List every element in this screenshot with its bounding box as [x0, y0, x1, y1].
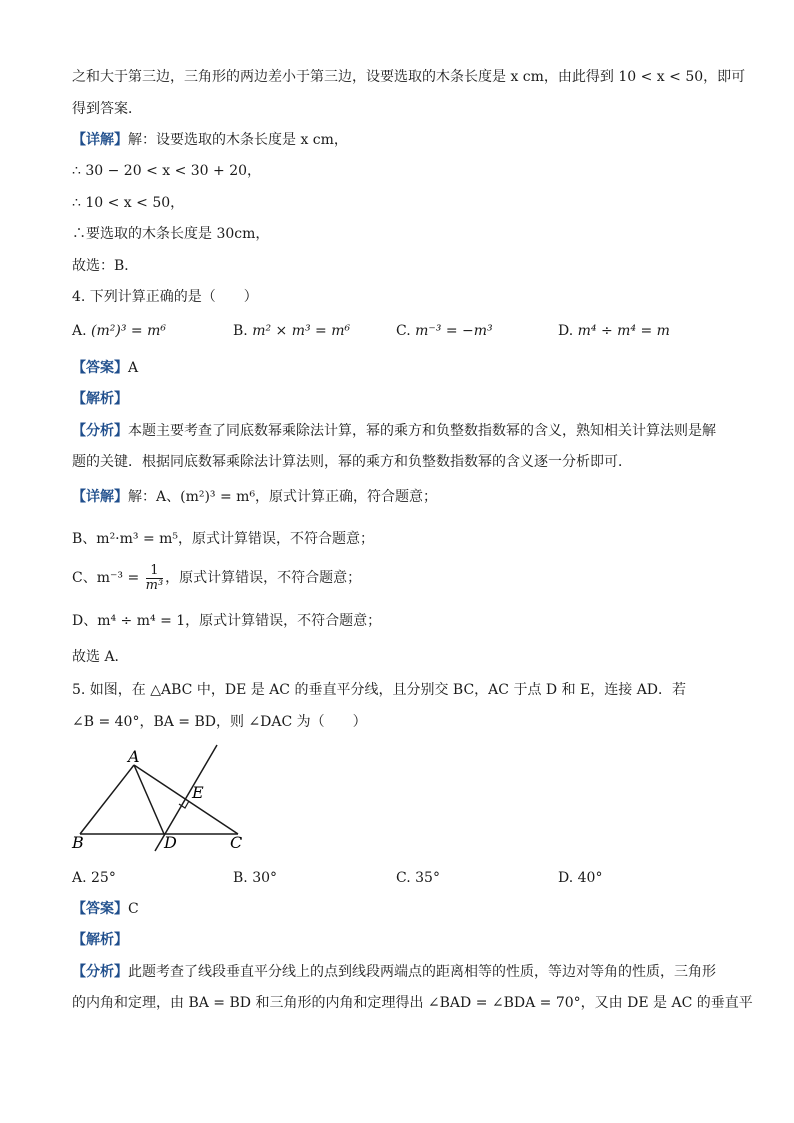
detail-label: 【详解】	[72, 132, 128, 148]
analysis-continued-line-2: 得到答案．	[72, 101, 142, 117]
q5-fenxi-line-2: 的内角和定理，由 BA = BD 和三角形的内角和定理得出 ∠BAD = ∠BDA = 70°，又由 DE 是 AC 的垂直平	[72, 995, 753, 1011]
q5-jiexi	[72, 929, 724, 951]
q5-stem-line-1: 5. 如图，在 △ABC 中，DE 是 AC 的垂直平分线，且分别交 BC，AC 于点 D 和 E，连接 AD．若	[72, 682, 687, 698]
q4-option-c-expr: m⁻³ = −m³	[415, 323, 493, 339]
q5-option-b-label: B.	[233, 870, 248, 886]
q4-detail-label: 【详解】	[72, 489, 128, 505]
q4-option-d-expr: m⁴ ÷ m⁴ = m	[577, 323, 670, 339]
q5-stem-line-2: ∠B = 40°，BA = BD，则 ∠DAC 为（ ）	[72, 714, 367, 730]
q5-fenxi-text-1: 此题考查了线段垂直平分线上的点到线段两端点的距离相等的性质，等边对等角的性质，三角形	[128, 964, 716, 980]
q5-option-d	[558, 867, 602, 889]
q5-answer: C	[128, 901, 139, 917]
q5-option-d-value: 40°	[577, 870, 603, 886]
point-label-b: B	[72, 833, 84, 852]
q4-fenxi-label: 【分析】	[72, 423, 128, 439]
q5-answer-line	[72, 898, 724, 920]
q4-detail-c-suffix: ，原式计算错误，不符合题意；	[165, 570, 362, 586]
q5-option-c-label: C.	[396, 870, 411, 886]
q4-answer-label: 【答案】	[72, 360, 128, 376]
prev-detail-line	[72, 129, 724, 151]
q4-option-b-expr: m² × m³ = m⁶	[252, 323, 351, 339]
q4-option-a-label: A.	[72, 323, 87, 339]
q5-jiexi-label: 【解析】	[72, 932, 128, 948]
q4-answer-line	[72, 357, 724, 379]
q4-jiexi	[72, 388, 724, 410]
q5-option-a	[72, 867, 116, 889]
step-line-3: ∴要选取的木条长度是 30cm，	[72, 226, 270, 242]
q4-detail-a	[72, 486, 724, 508]
q4-detail-c	[72, 563, 724, 593]
q5-option-d-label: D.	[558, 870, 574, 886]
q4-option-b-label: B.	[233, 323, 248, 339]
q5-option-a-value: 25°	[91, 870, 116, 886]
point-label-c: C	[230, 833, 243, 852]
step-line-2: ∴ 10 < x < 50，	[72, 195, 185, 211]
detail-text: 解：设要选取的木条长度是 x cm，	[128, 132, 348, 148]
q4-fenxi-line-2: 题的关键．根据同底数幂乘除法计算法则，幂的乘方和负整数指数幂的含义逐一分析即可．	[72, 454, 632, 470]
point-label-e: E	[192, 783, 204, 802]
q4-option-c	[396, 320, 493, 342]
q4-option-d-label: D.	[558, 323, 574, 339]
prev-choice: 故选：B．	[72, 258, 139, 274]
q4-option-d	[558, 320, 670, 342]
q5-option-b	[233, 867, 277, 889]
q5-fenxi-line-1	[72, 961, 724, 983]
q4-option-b	[233, 320, 350, 342]
q4-answer: A	[128, 360, 139, 376]
q5-option-b-value: 30°	[252, 870, 278, 886]
q4-option-c-label: C.	[396, 323, 411, 339]
q4-detail-a-text: 解：A、(m²)³ = m⁶，原式计算正确，符合题意；	[128, 489, 438, 505]
q4-option-a-expr: (m²)³ = m⁶	[91, 323, 166, 339]
q4-option-a	[72, 320, 166, 342]
point-label-d: D	[164, 833, 177, 852]
triangle-figure	[66, 740, 266, 855]
fraction-numerator: 1	[146, 564, 164, 579]
fraction-denominator: m³	[145, 577, 164, 593]
q4-jiexi-label: 【解析】	[72, 391, 128, 407]
q4-detail-d: D、m⁴ ÷ m⁴ = 1，原式计算错误，不符合题意；	[72, 613, 382, 629]
q5-option-c	[396, 867, 440, 889]
q5-answer-label: 【答案】	[72, 901, 128, 917]
q4-detail-c-fraction	[146, 564, 164, 593]
step-line-1: ∴ 30 − 20 < x < 30 + 20，	[72, 163, 262, 179]
q4-choice: 故选 A．	[72, 649, 129, 665]
q4-detail-c-prefix: C、m⁻³ =	[72, 570, 140, 586]
q5-option-c-value: 35°	[415, 870, 440, 886]
q4-stem: 4. 下列计算正确的是（ ）	[72, 289, 258, 305]
q4-fenxi-text-1: 本题主要考查了同底数幂乘除法计算，幂的乘方和负整数指数幂的含义，熟知相关计算法则是解	[128, 423, 716, 439]
analysis-continued-line-1: 之和大于第三边，三角形的两边差小于第三边，设要选取的木条长度是 x cm，由此得到 10 < x < 50，即可	[72, 69, 746, 85]
point-label-a: A	[128, 747, 140, 766]
q4-detail-b: B、m²·m³ = m⁵，原式计算错误，不符合题意；	[72, 531, 375, 547]
segment-ab	[80, 765, 134, 834]
q5-fenxi-label: 【分析】	[72, 964, 128, 980]
q4-fenxi-line-1	[72, 420, 724, 442]
q5-option-a-label: A.	[72, 870, 87, 886]
